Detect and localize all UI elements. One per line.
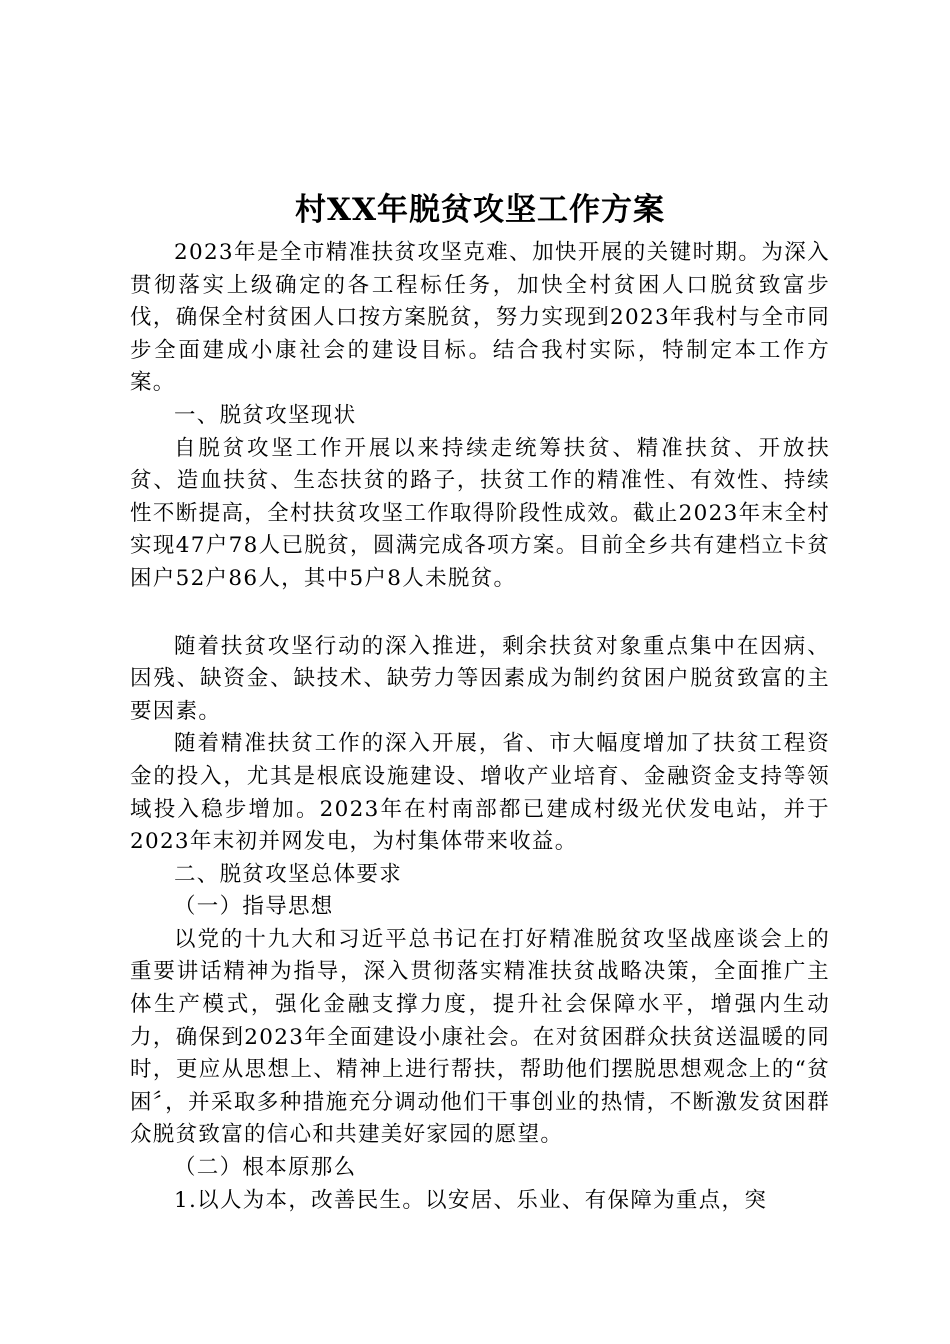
document-title: 村XX年脱贫攻坚工作方案 — [294, 192, 666, 228]
section-heading-2: 二、脱贫攻坚总体要求 — [174, 861, 403, 887]
status-paragraph: 自脱贫攻坚工作开展以来持续走统筹扶贫、精准扶贫、开放扶贫、造血扶贫、生态扶贫的路子，扶贫工作的精准性、有效性、持续性不断提高，全村扶贫攻坚工作取得阶段性成效。截止2023年末全村实现47户78人已脱贫，圆满完成各项方案。目前全乡共有建档立卡贫困户52户86人，其中5户8人未脱贫。 — [130, 435, 830, 591]
remaining-poverty-paragraph: 随着扶贫攻坚行动的深入推进，剩余扶贫对象重点集中在因病、因残、缺资金、缺技术、缺劳力等因素成为制约贫困户脱贫致富的主要因素。 — [130, 633, 830, 724]
document-page — [130, 185, 830, 1217]
section-heading-1: 一、脱贫攻坚现状 — [174, 402, 357, 428]
funding-paragraph: 随着精准扶贫工作的深入开展，省、市大幅度增加了扶贫工程资金的投入，尤其是根底设施建设、增收产业培育、金融资金支持等领域投入稳步增加。2023年在村南部都已建成村级光伏发电站，并于2023年末初并网发电，为村集体带来收益。 — [130, 731, 830, 855]
subheading-guiding-thought: （一）指导思想 — [174, 894, 334, 920]
guiding-thought-paragraph: 以党的十九大和习近平总书记在打好精准脱贫攻坚战座谈会上的重要讲话精神为指导，深入贯彻落实精准扶贫战略决策，全面推广主体生产模式，强化金融支撑力度，提升社会保障水平，增强内生动力，确保到2023年全面建设小康社会。在对贫困群众扶贫送温暖的同时，更应从思想上、精神上进行帮扶，帮助他们摆脱思想观念上的“贫困〞，并采取多种措施充分调动他们干事创业的热情，不断激发贫困群众脱贫致富的信心和共建美好家园的愿望。 — [130, 926, 830, 1148]
principle-item-1: 1.以人为本，改善民生。以安居、乐业、有保障为重点，突 — [174, 1187, 768, 1213]
intro-paragraph: 2023年是全市精准扶贫攻坚克难、加快开展的关键时期。为深入贯彻落实上级确定的各工程标任务，加快全村贫困人口脱贫致富步伐，确保全村贫困人口按方案脱贫，努力实现到2023年我村与全市同步全面建成小康社会的建设目标。结合我村实际，特制定本工作方案。 — [130, 240, 830, 396]
paragraph-gap — [130, 596, 830, 631]
subheading-basic-principles: （二）根本原那么 — [174, 1155, 357, 1181]
